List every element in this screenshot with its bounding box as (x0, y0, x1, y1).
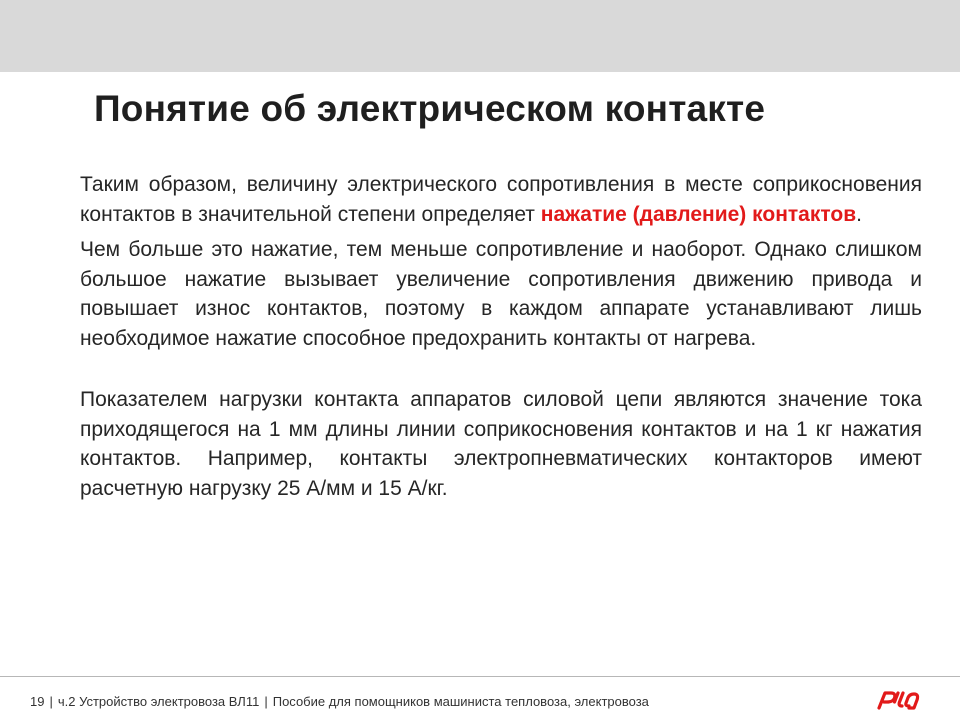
slide-body (80, 170, 922, 503)
rzd-logo-icon (876, 686, 924, 714)
page-number: 19 (30, 693, 45, 709)
paragraph-1-text: Таким образом, величину электрического сопротивления в месте соприкосновения контактов в значительной степени определяет (80, 173, 922, 226)
footer-divider (0, 676, 960, 677)
footer (30, 690, 649, 712)
footer-part: ч.2 Устройство электровоза ВЛ11 (57, 693, 260, 709)
paragraph-2: Чем больше это нажатие, тем меньше сопротивление и наоборот. Однако слишком большое нажатие вызывает увеличение сопротивления движению привода и повышает износ контактов, поэтому в каждом аппарате устанавливают лишь необходимое нажатие способное предохранить контакты от нагрева. (80, 238, 922, 350)
paragraph-3: Показателем нагрузки контакта аппаратов силовой цепи являются значение тока приходящегося на 1 мм длины линии соприкосновения контактов и на 1 кг нажатия контактов. Например, контакты электропневматических контакторов имеют расчетную нагрузку 25 А/мм и 15 А/кг. (80, 388, 922, 500)
paragraph-1 (80, 170, 922, 229)
footer-separator-2: | (264, 693, 268, 709)
footer-course: Пособие для помощников машиниста тепловоза, электровоза (272, 693, 649, 709)
top-band (0, 0, 960, 72)
highlight-pressure: нажатие (давление) контактов (540, 202, 857, 226)
paragraph-1-end: . (856, 202, 862, 226)
footer-separator-1: | (49, 693, 53, 709)
slide-title: Понятие об электрическом контакте (94, 88, 766, 129)
